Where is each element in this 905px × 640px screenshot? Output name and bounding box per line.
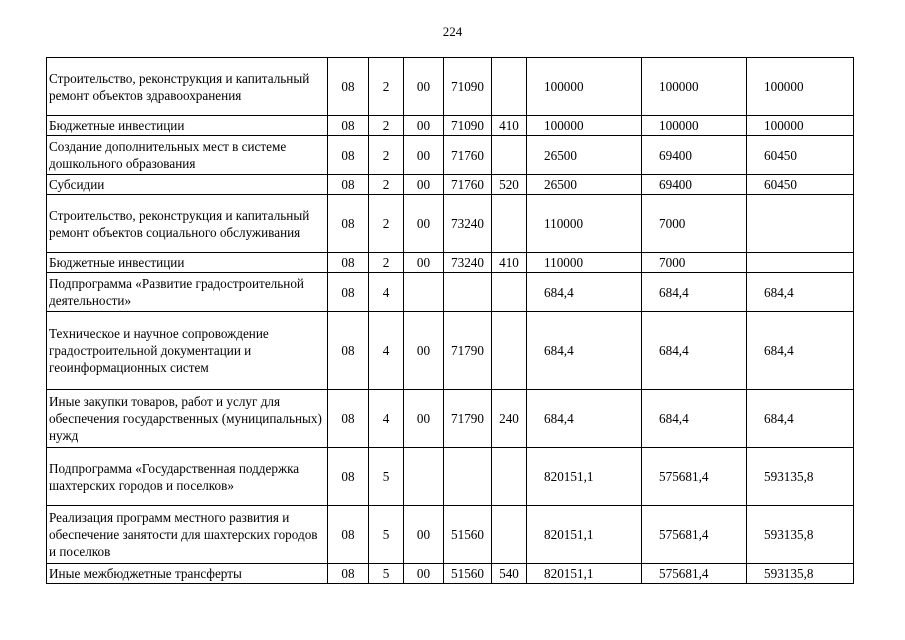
amount-year-2: 7000 bbox=[642, 195, 747, 253]
table-row bbox=[47, 58, 854, 116]
row-name: Бюджетные инвестиции bbox=[47, 253, 328, 273]
expense-type bbox=[492, 195, 527, 253]
target-code: 73240 bbox=[444, 195, 492, 253]
subprogram-code: 00 bbox=[404, 175, 444, 195]
subprogram-code: 00 bbox=[404, 564, 444, 584]
amount-year-1: 100000 bbox=[527, 58, 642, 116]
amount-year-2: 100000 bbox=[642, 58, 747, 116]
target-code bbox=[444, 273, 492, 312]
amount-year-3: 593135,8 bbox=[747, 448, 854, 506]
target-code: 51560 bbox=[444, 506, 492, 564]
row-name: Создание дополнительных мест в системе дошкольного образования bbox=[47, 136, 328, 175]
target-code: 71090 bbox=[444, 58, 492, 116]
expense-type bbox=[492, 136, 527, 175]
table-row bbox=[47, 312, 854, 390]
table-row bbox=[47, 448, 854, 506]
budget-table bbox=[46, 57, 854, 584]
program-code: 2 bbox=[369, 136, 404, 175]
table-row bbox=[47, 175, 854, 195]
row-name: Подпрограмма «Развитие градостроительной деятельности» bbox=[47, 273, 328, 312]
table-row bbox=[47, 273, 854, 312]
amount-year-1: 110000 bbox=[527, 195, 642, 253]
section-code: 08 bbox=[328, 273, 369, 312]
amount-year-3: 684,4 bbox=[747, 273, 854, 312]
program-code: 4 bbox=[369, 390, 404, 448]
amount-year-1: 100000 bbox=[527, 116, 642, 136]
expense-type bbox=[492, 448, 527, 506]
subprogram-code: 00 bbox=[404, 116, 444, 136]
amount-year-1: 26500 bbox=[527, 136, 642, 175]
row-name: Строительство, реконструкция и капитальный ремонт объектов социального обслуживания bbox=[47, 195, 328, 253]
section-code: 08 bbox=[328, 312, 369, 390]
amount-year-3 bbox=[747, 195, 854, 253]
expense-type bbox=[492, 506, 527, 564]
row-name: Субсидии bbox=[47, 175, 328, 195]
expense-type bbox=[492, 312, 527, 390]
subprogram-code bbox=[404, 448, 444, 506]
amount-year-2: 684,4 bbox=[642, 390, 747, 448]
program-code: 2 bbox=[369, 116, 404, 136]
amount-year-1: 26500 bbox=[527, 175, 642, 195]
amount-year-2: 684,4 bbox=[642, 312, 747, 390]
subprogram-code: 00 bbox=[404, 136, 444, 175]
section-code: 08 bbox=[328, 58, 369, 116]
subprogram-code: 00 bbox=[404, 253, 444, 273]
expense-type: 410 bbox=[492, 253, 527, 273]
amount-year-1: 820151,1 bbox=[527, 564, 642, 584]
subprogram-code: 00 bbox=[404, 195, 444, 253]
amount-year-3: 100000 bbox=[747, 58, 854, 116]
subprogram-code bbox=[404, 273, 444, 312]
subprogram-code: 00 bbox=[404, 390, 444, 448]
amount-year-1: 684,4 bbox=[527, 273, 642, 312]
section-code: 08 bbox=[328, 564, 369, 584]
section-code: 08 bbox=[328, 253, 369, 273]
row-name: Иные межбюджетные трансферты bbox=[47, 564, 328, 584]
subprogram-code: 00 bbox=[404, 58, 444, 116]
amount-year-1: 684,4 bbox=[527, 390, 642, 448]
amount-year-2: 575681,4 bbox=[642, 564, 747, 584]
amount-year-3 bbox=[747, 253, 854, 273]
target-code bbox=[444, 448, 492, 506]
table-row bbox=[47, 116, 854, 136]
section-code: 08 bbox=[328, 448, 369, 506]
target-code: 71760 bbox=[444, 136, 492, 175]
amount-year-2: 100000 bbox=[642, 116, 747, 136]
program-code: 4 bbox=[369, 312, 404, 390]
section-code: 08 bbox=[328, 195, 369, 253]
program-code: 5 bbox=[369, 448, 404, 506]
amount-year-3: 60450 bbox=[747, 136, 854, 175]
amount-year-1: 684,4 bbox=[527, 312, 642, 390]
amount-year-2: 69400 bbox=[642, 136, 747, 175]
amount-year-2: 7000 bbox=[642, 253, 747, 273]
amount-year-1: 110000 bbox=[527, 253, 642, 273]
expense-type: 520 bbox=[492, 175, 527, 195]
row-name: Реализация программ местного развития и обеспечение занятости для шахтерских городов и поселков bbox=[47, 506, 328, 564]
amount-year-2: 575681,4 bbox=[642, 506, 747, 564]
program-code: 5 bbox=[369, 564, 404, 584]
section-code: 08 bbox=[328, 390, 369, 448]
target-code: 71790 bbox=[444, 390, 492, 448]
program-code: 5 bbox=[369, 506, 404, 564]
row-name: Строительство, реконструкция и капитальный ремонт объектов здравоохранения bbox=[47, 58, 328, 116]
amount-year-3: 684,4 bbox=[747, 312, 854, 390]
amount-year-3: 60450 bbox=[747, 175, 854, 195]
section-code: 08 bbox=[328, 175, 369, 195]
expense-type bbox=[492, 58, 527, 116]
program-code: 4 bbox=[369, 273, 404, 312]
target-code: 73240 bbox=[444, 253, 492, 273]
amount-year-3: 100000 bbox=[747, 116, 854, 136]
amount-year-2: 575681,4 bbox=[642, 448, 747, 506]
target-code: 51560 bbox=[444, 564, 492, 584]
row-name: Бюджетные инвестиции bbox=[47, 116, 328, 136]
program-code: 2 bbox=[369, 175, 404, 195]
amount-year-3: 593135,8 bbox=[747, 564, 854, 584]
target-code: 71790 bbox=[444, 312, 492, 390]
amount-year-2: 684,4 bbox=[642, 273, 747, 312]
row-name: Иные закупки товаров, работ и услуг для обеспечения государственных (муниципальных) нужд bbox=[47, 390, 328, 448]
expense-type bbox=[492, 273, 527, 312]
table-row bbox=[47, 195, 854, 253]
table-row bbox=[47, 390, 854, 448]
amount-year-2: 69400 bbox=[642, 175, 747, 195]
page-number: 224 bbox=[442, 24, 463, 39]
target-code: 71760 bbox=[444, 175, 492, 195]
program-code: 2 bbox=[369, 253, 404, 273]
target-code: 71090 bbox=[444, 116, 492, 136]
expense-type: 410 bbox=[492, 116, 527, 136]
amount-year-1: 820151,1 bbox=[527, 506, 642, 564]
amount-year-1: 820151,1 bbox=[527, 448, 642, 506]
row-name: Техническое и научное сопровождение градостроительной документации и геоинформационных систем bbox=[47, 312, 328, 390]
expense-type: 540 bbox=[492, 564, 527, 584]
subprogram-code: 00 bbox=[404, 312, 444, 390]
program-code: 2 bbox=[369, 195, 404, 253]
program-code: 2 bbox=[369, 58, 404, 116]
subprogram-code: 00 bbox=[404, 506, 444, 564]
row-name: Подпрограмма «Государственная поддержка шахтерских городов и поселков» bbox=[47, 448, 328, 506]
section-code: 08 bbox=[328, 136, 369, 175]
section-code: 08 bbox=[328, 506, 369, 564]
table-row bbox=[47, 564, 854, 584]
expense-type: 240 bbox=[492, 390, 527, 448]
table-row bbox=[47, 506, 854, 564]
table-row bbox=[47, 253, 854, 273]
section-code: 08 bbox=[328, 116, 369, 136]
table-row bbox=[47, 136, 854, 175]
amount-year-3: 593135,8 bbox=[747, 506, 854, 564]
amount-year-3: 684,4 bbox=[747, 390, 854, 448]
